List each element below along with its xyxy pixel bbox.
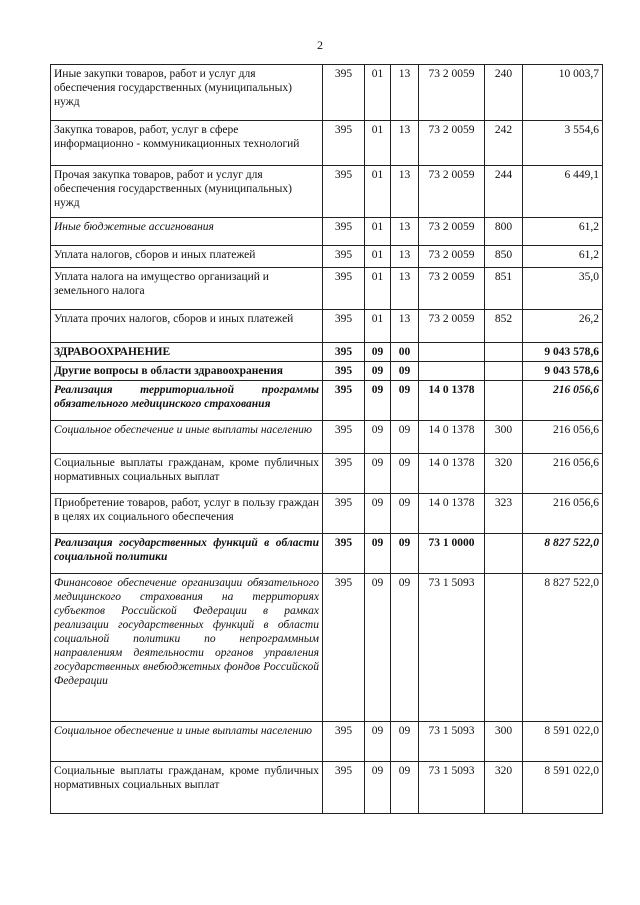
row-csr: 73 2 0059 <box>419 246 485 268</box>
row-section: 09 <box>365 421 391 454</box>
row-admin: 395 <box>323 166 365 218</box>
row-vr: 800 <box>485 218 523 246</box>
row-section: 09 <box>365 454 391 494</box>
row-subsection: 13 <box>391 121 419 166</box>
row-name: Уплата налогов, сборов и иных платежей <box>51 246 323 268</box>
row-csr: 73 2 0059 <box>419 268 485 310</box>
row-sum: 61,2 <box>523 218 603 246</box>
row-sum: 6 449,1 <box>523 166 603 218</box>
table-row <box>51 421 603 454</box>
row-vr: 300 <box>485 421 523 454</box>
row-section: 01 <box>365 166 391 218</box>
row-vr: 320 <box>485 454 523 494</box>
row-name: ЗДРАВООХРАНЕНИЕ <box>51 343 323 362</box>
row-vr: 240 <box>485 65 523 121</box>
row-vr: 851 <box>485 268 523 310</box>
row-sum: 216 056,6 <box>523 381 603 421</box>
row-admin: 395 <box>323 218 365 246</box>
row-subsection: 13 <box>391 246 419 268</box>
row-csr: 73 2 0059 <box>419 310 485 343</box>
row-subsection: 13 <box>391 166 419 218</box>
table-row <box>51 65 603 121</box>
table-row <box>51 268 603 310</box>
row-vr: 300 <box>485 722 523 762</box>
row-admin: 395 <box>323 494 365 534</box>
row-name: Финансовое обеспечение организации обязательного медицинского страхования на территориях субъектов Российской Федерации в рамках реализации государственных функций в области социальной политики по непрограммным направлениям деятельности органов управления государственных внебюджетных фондов Российской Федерации <box>51 574 323 722</box>
row-name: Реализация государственных функций в области социальной политики <box>51 534 323 574</box>
row-name: Социальное обеспечение и иные выплаты населению <box>51 421 323 454</box>
row-section: 09 <box>365 534 391 574</box>
table-row <box>51 310 603 343</box>
table-row <box>51 362 603 381</box>
row-section: 01 <box>365 246 391 268</box>
row-name: Социальные выплаты гражданам, кроме публичных нормативных социальных выплат <box>51 762 323 814</box>
row-subsection: 09 <box>391 534 419 574</box>
row-csr: 73 1 5093 <box>419 762 485 814</box>
row-csr: 14 0 1378 <box>419 454 485 494</box>
row-admin: 395 <box>323 762 365 814</box>
row-vr <box>485 534 523 574</box>
row-name: Уплата прочих налогов, сборов и иных платежей <box>51 310 323 343</box>
row-name: Приобретение товаров, работ, услуг в пользу граждан в целях их социального обеспечения <box>51 494 323 534</box>
row-vr <box>485 362 523 381</box>
row-admin: 395 <box>323 65 365 121</box>
row-subsection: 09 <box>391 381 419 421</box>
row-sum: 35,0 <box>523 268 603 310</box>
row-section: 09 <box>365 494 391 534</box>
row-section: 09 <box>365 722 391 762</box>
row-subsection: 13 <box>391 65 419 121</box>
row-csr: 14 0 1378 <box>419 421 485 454</box>
table-row <box>51 722 603 762</box>
row-admin: 395 <box>323 246 365 268</box>
row-vr: 320 <box>485 762 523 814</box>
table-row <box>51 381 603 421</box>
row-section: 01 <box>365 268 391 310</box>
row-name: Социальное обеспечение и иные выплаты населению <box>51 722 323 762</box>
row-vr: 850 <box>485 246 523 268</box>
row-vr <box>485 343 523 362</box>
row-csr: 73 1 5093 <box>419 722 485 762</box>
row-csr: 73 2 0059 <box>419 121 485 166</box>
row-sum: 8 827 522,0 <box>523 534 603 574</box>
row-subsection: 09 <box>391 494 419 534</box>
row-name: Другие вопросы в области здравоохранения <box>51 362 323 381</box>
row-csr <box>419 343 485 362</box>
row-admin: 395 <box>323 310 365 343</box>
row-name: Уплата налога на имущество организаций и земельного налога <box>51 268 323 310</box>
row-vr <box>485 381 523 421</box>
table-row <box>51 574 603 722</box>
row-sum: 216 056,6 <box>523 454 603 494</box>
table-row <box>51 343 603 362</box>
row-admin: 395 <box>323 574 365 722</box>
row-csr: 73 2 0059 <box>419 166 485 218</box>
row-subsection: 09 <box>391 362 419 381</box>
row-csr: 14 0 1378 <box>419 494 485 534</box>
row-section: 01 <box>365 310 391 343</box>
table-row <box>51 534 603 574</box>
row-admin: 395 <box>323 534 365 574</box>
row-subsection: 00 <box>391 343 419 362</box>
row-subsection: 13 <box>391 218 419 246</box>
row-section: 01 <box>365 65 391 121</box>
row-subsection: 09 <box>391 574 419 722</box>
table-row <box>51 121 603 166</box>
row-subsection: 09 <box>391 722 419 762</box>
row-subsection: 13 <box>391 268 419 310</box>
row-subsection: 09 <box>391 454 419 494</box>
row-section: 09 <box>365 381 391 421</box>
table-row <box>51 166 603 218</box>
row-section: 01 <box>365 121 391 166</box>
row-admin: 395 <box>323 362 365 381</box>
row-section: 09 <box>365 362 391 381</box>
row-csr: 73 1 0000 <box>419 534 485 574</box>
row-csr: 14 0 1378 <box>419 381 485 421</box>
row-vr: 852 <box>485 310 523 343</box>
row-admin: 395 <box>323 268 365 310</box>
row-vr: 244 <box>485 166 523 218</box>
page-number: 2 <box>317 38 323 52</box>
row-sum: 216 056,6 <box>523 494 603 534</box>
row-sum: 61,2 <box>523 246 603 268</box>
row-admin: 395 <box>323 421 365 454</box>
table-row <box>51 246 603 268</box>
row-sum: 8 591 022,0 <box>523 762 603 814</box>
row-vr: 323 <box>485 494 523 534</box>
row-name: Реализация территориальной программы обязательного медицинского страхования <box>51 381 323 421</box>
row-section: 09 <box>365 762 391 814</box>
row-name: Закупка товаров, работ, услуг в сфере информационно - коммуникационных технологий <box>51 121 323 166</box>
row-name: Иные закупки товаров, работ и услуг для обеспечения государственных (муниципальных) нужд <box>51 65 323 121</box>
row-sum: 9 043 578,6 <box>523 343 603 362</box>
row-section: 09 <box>365 574 391 722</box>
row-csr: 73 2 0059 <box>419 65 485 121</box>
table-row <box>51 762 603 814</box>
row-vr: 242 <box>485 121 523 166</box>
row-sum: 9 043 578,6 <box>523 362 603 381</box>
row-sum: 8 591 022,0 <box>523 722 603 762</box>
row-sum: 216 056,6 <box>523 421 603 454</box>
row-name: Социальные выплаты гражданам, кроме публичных нормативных социальных выплат <box>51 454 323 494</box>
row-admin: 395 <box>323 343 365 362</box>
row-vr <box>485 574 523 722</box>
row-subsection: 09 <box>391 762 419 814</box>
row-csr: 73 2 0059 <box>419 218 485 246</box>
row-sum: 8 827 522,0 <box>523 574 603 722</box>
table-row <box>51 218 603 246</box>
row-name: Прочая закупка товаров, работ и услуг для обеспечения государственных (муниципальных) нужд <box>51 166 323 218</box>
row-subsection: 09 <box>391 421 419 454</box>
row-admin: 395 <box>323 722 365 762</box>
row-sum: 3 554,6 <box>523 121 603 166</box>
row-sum: 10 003,7 <box>523 65 603 121</box>
row-admin: 395 <box>323 381 365 421</box>
row-csr: 73 1 5093 <box>419 574 485 722</box>
row-admin: 395 <box>323 121 365 166</box>
row-csr <box>419 362 485 381</box>
table-row <box>51 454 603 494</box>
row-section: 01 <box>365 218 391 246</box>
budget-table <box>50 64 603 814</box>
table-row <box>51 494 603 534</box>
row-name: Иные бюджетные ассигнования <box>51 218 323 246</box>
row-sum: 26,2 <box>523 310 603 343</box>
row-admin: 395 <box>323 454 365 494</box>
row-section: 09 <box>365 343 391 362</box>
row-subsection: 13 <box>391 310 419 343</box>
